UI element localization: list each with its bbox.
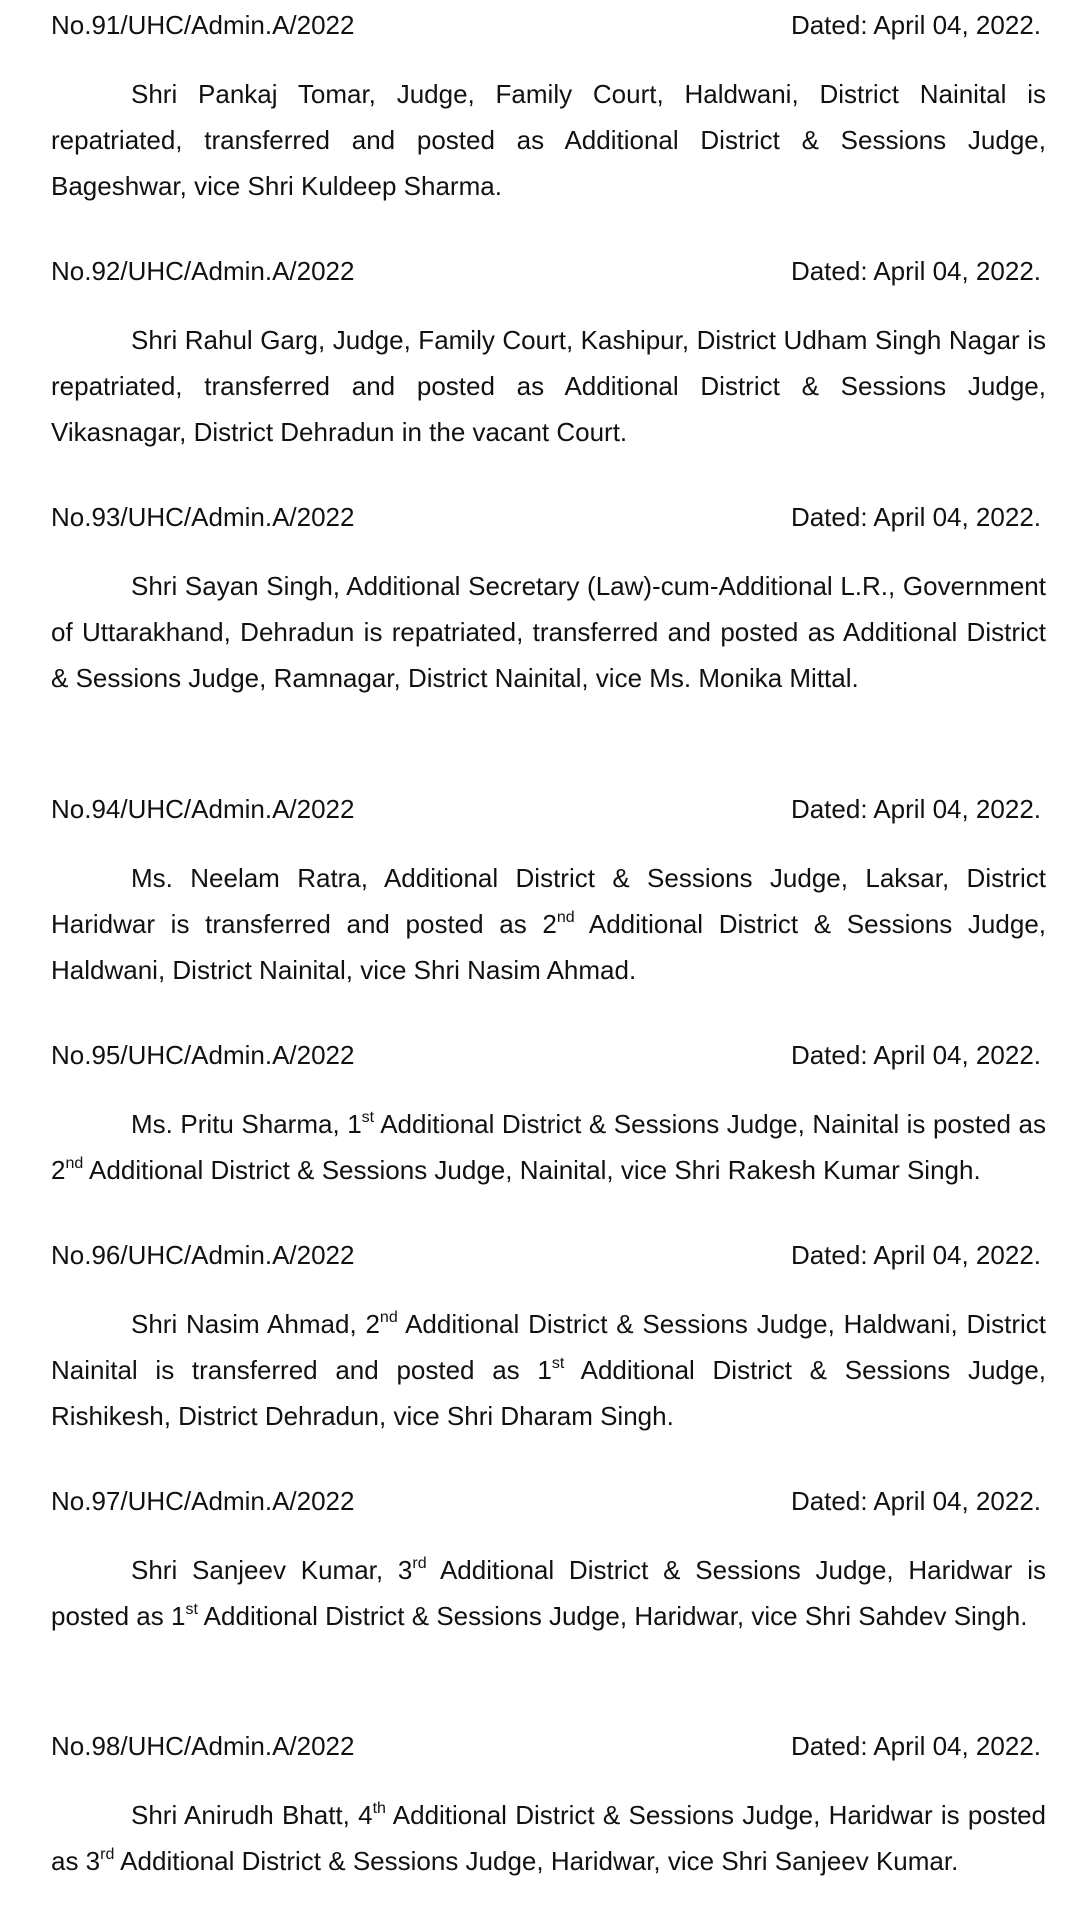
order-header bbox=[51, 500, 1046, 534]
ordinal-suffix: st bbox=[551, 1355, 565, 1372]
order-text: Ms. Pritu Sharma, 1st Additional District & Sessions Judge, Nainital is posted as 2nd Additional District & Sessions Judge, Nainital, vice Shri Rakesh Kumar Singh. bbox=[51, 1109, 1046, 1185]
order-text: Ms. Neelam Ratra, Additional District & Sessions Judge, Laksar, District Haridwar is transferred and posted as 2nd Additional District & Sessions Judge, Haldwani, District Nainital, vice Shri Nasim Ahmad. bbox=[51, 863, 1046, 985]
ordinal-suffix: nd bbox=[379, 1309, 398, 1326]
order-header bbox=[51, 8, 1046, 42]
order-entry-95 bbox=[51, 1038, 1046, 1219]
order-entry-94 bbox=[51, 792, 1046, 1019]
order-number: No.95/UHC/Admin.A/2022 bbox=[51, 1040, 355, 1070]
order-header bbox=[51, 1038, 1046, 1072]
order-date: Dated: April 04, 2022. bbox=[790, 1731, 1041, 1761]
ordinal-suffix: st bbox=[185, 1601, 198, 1618]
order-date: Dated: April 04, 2022. bbox=[790, 794, 1041, 824]
order-number: No.93/UHC/Admin.A/2022 bbox=[51, 502, 355, 532]
order-number: No.91/UHC/Admin.A/2022 bbox=[51, 10, 355, 40]
order-number: No.97/UHC/Admin.A/2022 bbox=[51, 1486, 355, 1516]
order-text: Shri Anirudh Bhatt, 4th Additional District & Sessions Judge, Haridwar is posted as 3rd Additional District & Sessions Judge, Haridwar, vice Shri Sanjeev Kumar. bbox=[51, 1800, 1046, 1876]
order-entry-98 bbox=[51, 1729, 1046, 1910]
order-date: Dated: April 04, 2022. bbox=[790, 1040, 1041, 1070]
order-entry-93 bbox=[51, 500, 1046, 727]
ordinal-suffix: th bbox=[372, 1800, 386, 1817]
order-header bbox=[51, 254, 1046, 288]
order-text: Shri Pankaj Tomar, Judge, Family Court, Haldwani, District Nainital is repatriated, transferred and posted as Additional District & Sessions Judge, Bageshwar, vice Shri Kuldeep Sharma. bbox=[51, 79, 1046, 201]
order-number: No.94/UHC/Admin.A/2022 bbox=[51, 794, 355, 824]
ordinal-suffix: st bbox=[361, 1109, 375, 1126]
order-date: Dated: April 04, 2022. bbox=[790, 1240, 1041, 1270]
order-number: No.96/UHC/Admin.A/2022 bbox=[51, 1240, 355, 1270]
order-entry-96 bbox=[51, 1238, 1046, 1465]
order-header bbox=[51, 792, 1046, 826]
order-number: No.92/UHC/Admin.A/2022 bbox=[51, 256, 355, 286]
order-date: Dated: April 04, 2022. bbox=[790, 10, 1041, 40]
order-text: Shri Nasim Ahmad, 2nd Additional District & Sessions Judge, Haldwani, District Nainital is transferred and posted as 1st Additional District & Sessions Judge, Rishikesh, District Dehradun, vice Shri Dharam Singh. bbox=[51, 1309, 1047, 1431]
order-date: Dated: April 04, 2022. bbox=[790, 502, 1041, 532]
order-entry-91 bbox=[51, 8, 1046, 235]
order-date: Dated: April 04, 2022. bbox=[790, 256, 1041, 286]
ordinal-suffix: nd bbox=[556, 909, 575, 926]
order-number: No.98/UHC/Admin.A/2022 bbox=[51, 1731, 355, 1761]
order-entry-92 bbox=[51, 254, 1046, 481]
ordinal-suffix: nd bbox=[65, 1155, 84, 1172]
order-header bbox=[51, 1484, 1046, 1518]
order-entry-97 bbox=[51, 1484, 1046, 1665]
order-text: Shri Rahul Garg, Judge, Family Court, Kashipur, District Udham Singh Nagar is repatriated, transferred and posted as Additional District & Sessions Judge, Vikasnagar, District Dehradun in the vacant Court. bbox=[51, 325, 1046, 447]
ordinal-suffix: rd bbox=[412, 1555, 427, 1572]
ordinal-suffix: rd bbox=[100, 1846, 115, 1863]
order-text: Shri Sanjeev Kumar, 3rd Additional District & Sessions Judge, Haridwar is posted as 1st Additional District & Sessions Judge, Haridwar, vice Shri Sahdev Singh. bbox=[51, 1555, 1046, 1631]
order-date: Dated: April 04, 2022. bbox=[790, 1486, 1041, 1516]
order-text: Shri Sayan Singh, Additional Secretary (Law)-cum-Additional L.R., Government of Uttarakhand, Dehradun is repatriated, transferred and posted as Additional District & Sessions Judge, Ramnagar, District Nainital, vice Ms. Monika Mittal. bbox=[51, 571, 1046, 693]
order-header bbox=[51, 1729, 1046, 1763]
order-header bbox=[51, 1238, 1046, 1272]
